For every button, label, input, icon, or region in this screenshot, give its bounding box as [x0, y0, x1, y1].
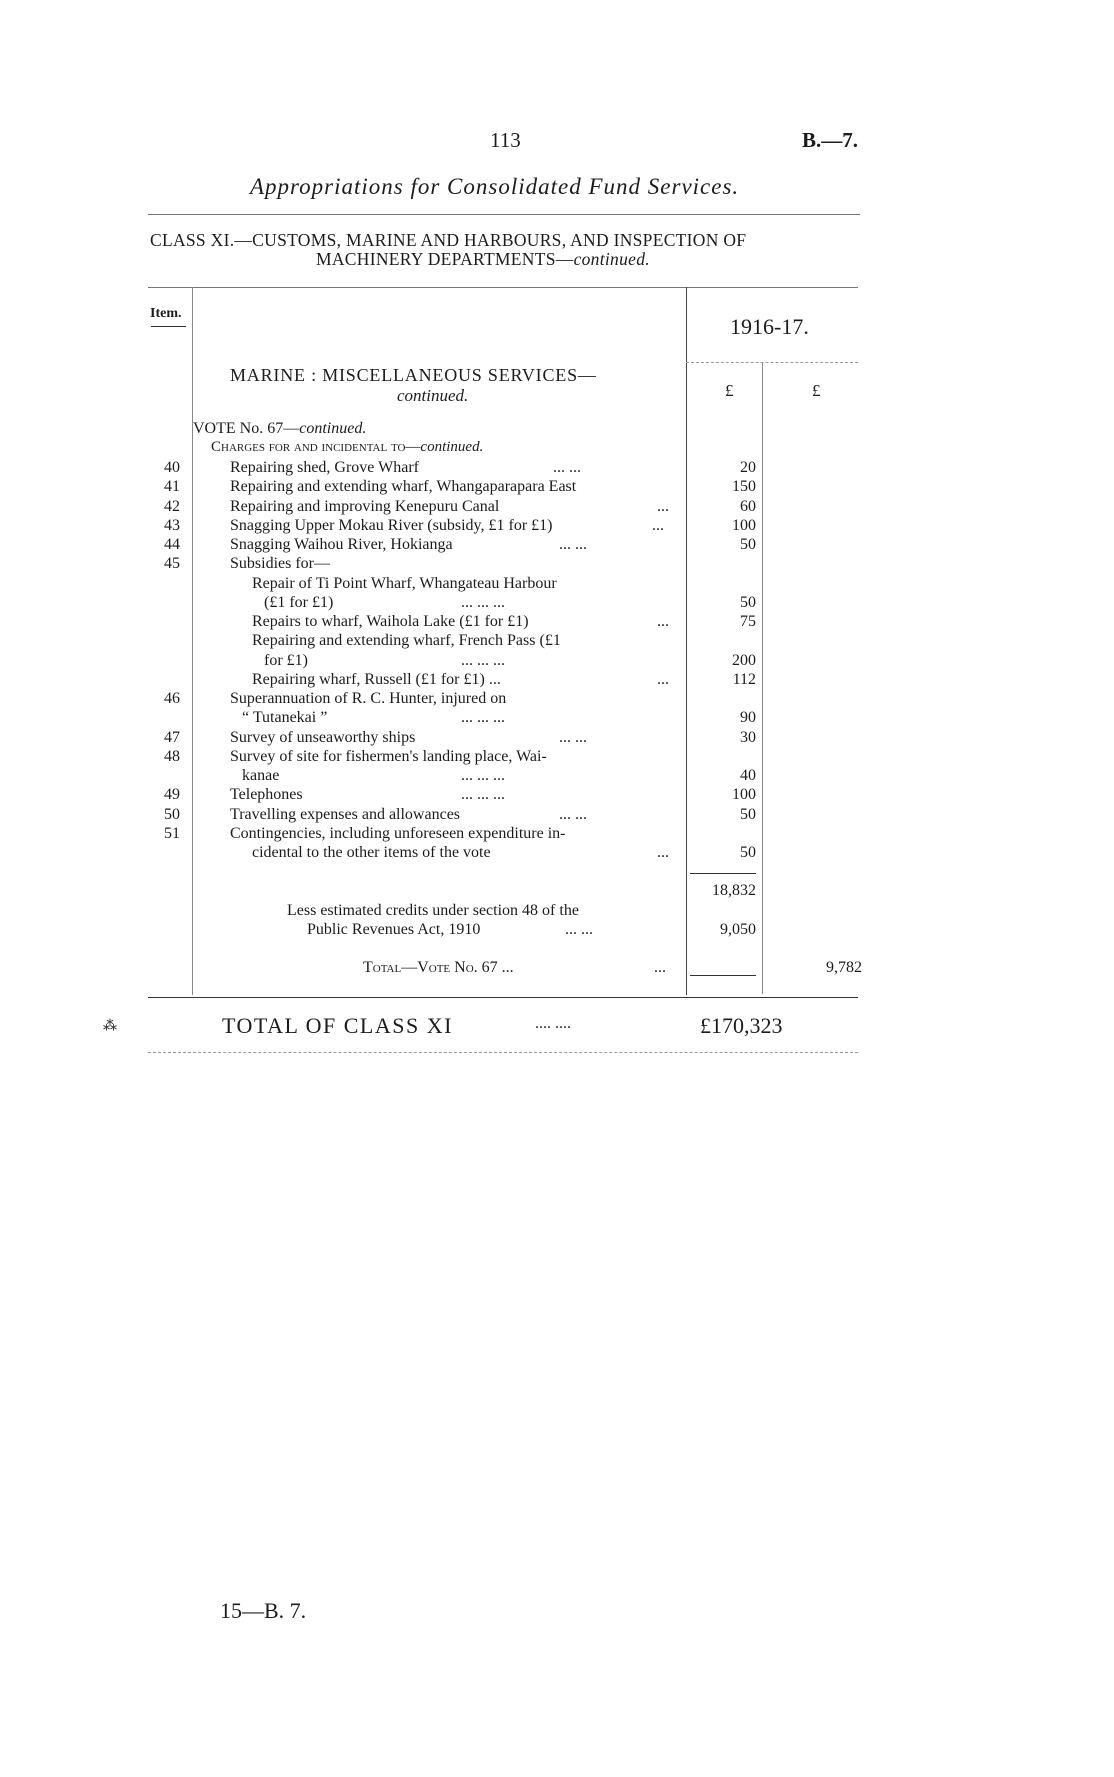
item-description: Survey of site for fishermen's landing place, Wai- — [230, 747, 547, 765]
table-row — [0, 766, 1114, 785]
item-description: Snagging Upper Mokau River (subsidy, £1 for £1) — [230, 516, 553, 534]
table-row — [0, 612, 1114, 631]
table-row — [0, 708, 1114, 727]
item-description: Repairing and extending wharf, French Pass (£1 — [252, 632, 561, 650]
vote-total-label: Total—Vote No. 67 ... — [363, 959, 514, 976]
table-row — [0, 535, 1114, 554]
item-description: Travelling expenses and allowances — [230, 805, 461, 823]
item-description: Survey of unseaworthy ships — [230, 728, 416, 746]
item-amount: 100 — [732, 786, 756, 804]
leader-dots: ... — [657, 844, 669, 861]
vote-total-rule — [690, 975, 756, 976]
item-number: 42 — [164, 497, 180, 515]
table-row — [0, 689, 1114, 708]
item-amount: 40 — [740, 767, 756, 784]
item-amount: 30 — [740, 728, 756, 746]
less-credits-line2: Public Revenues Act, 1910 — [307, 921, 481, 938]
charges-heading — [211, 439, 483, 456]
vote-total-dots: ... — [654, 959, 666, 976]
item-number: 44 — [164, 536, 180, 553]
page-code: B.—7. — [802, 128, 859, 152]
item-number: 50 — [164, 805, 180, 823]
section-title: MARINE : MISCELLANEOUS SERVICES— — [230, 365, 597, 385]
page-number: 113 — [490, 128, 521, 152]
leader-dots: ... — [652, 516, 664, 534]
table-row — [0, 477, 1114, 496]
subtotal-amount: 18,832 — [712, 882, 756, 899]
page-title: Appropriations for Consolidated Fund Services. — [250, 174, 740, 199]
item-description: Telephones — [230, 786, 303, 804]
item-description: “ Tutanekai ” — [242, 709, 328, 727]
item-header-rule — [151, 326, 186, 327]
item-number: 46 — [164, 690, 180, 707]
leader-dots: ... — [657, 670, 669, 688]
item-number: 40 — [164, 459, 180, 476]
leader-dots: ... ... ... — [461, 767, 505, 784]
item-description: Subsidies for— — [230, 555, 330, 573]
item-description: Snagging Waihou River, Hokianga — [230, 536, 453, 553]
leader-dots: ... — [657, 613, 669, 630]
item-description: Repairing wharf, Russell (£1 for £1) ... — [252, 670, 501, 688]
item-header: Item. — [150, 306, 182, 321]
table-row — [0, 651, 1114, 670]
item-amount: 60 — [740, 497, 756, 515]
class-total-amount: £170,323 — [700, 1013, 783, 1038]
table-row — [0, 574, 1114, 593]
table-row — [0, 497, 1114, 516]
item-amount: 50 — [740, 536, 756, 553]
vote-italic: continued. — [299, 420, 367, 437]
leader-dots: ... ... ... — [461, 593, 505, 611]
charges-main: Charges for and incidental to— — [211, 439, 421, 455]
item-description: Repair of Ti Point Wharf, Whangateau Harbour — [252, 574, 557, 592]
class-total-dots: .... .... — [535, 1015, 571, 1032]
item-amount: 100 — [732, 516, 756, 534]
leader-dots: ... ... — [559, 728, 587, 746]
class-heading-line2-main: MACHINERY DEPARTMENTS— — [316, 249, 574, 269]
item-description: Contingencies, including unforeseen expenditure in- — [230, 824, 566, 842]
year-under-rule — [686, 362, 858, 363]
item-number: 45 — [164, 555, 180, 573]
table-row — [0, 670, 1114, 689]
leader-dots: ... ... — [553, 459, 581, 476]
item-number: 49 — [164, 786, 180, 804]
table-row — [0, 785, 1114, 804]
table-row — [0, 824, 1114, 843]
less-credits-amount: 9,050 — [720, 921, 756, 938]
table-bottom-rule — [148, 997, 858, 998]
item-amount: 90 — [740, 709, 756, 727]
item-amount: 75 — [740, 613, 756, 630]
table-row — [0, 843, 1114, 862]
item-amount: 50 — [740, 844, 756, 861]
item-description: for £1) — [264, 651, 308, 669]
class-total-rule — [148, 1052, 858, 1053]
table-row — [0, 805, 1114, 824]
table-row — [0, 593, 1114, 612]
leader-dots: ... ... ... — [461, 709, 505, 727]
table-row — [0, 747, 1114, 766]
section-subtitle: continued. — [397, 386, 469, 405]
item-description: cidental to the other items of the vote — [252, 844, 491, 861]
class-total-label: TOTAL OF CLASS XI — [222, 1013, 453, 1038]
item-number: 48 — [164, 747, 180, 765]
table-row — [0, 458, 1114, 477]
year-header: 1916-17. — [730, 314, 809, 339]
item-amount: 20 — [740, 459, 756, 476]
leader-dots: ... — [657, 497, 669, 515]
item-amount: 50 — [740, 593, 756, 611]
item-amount: 50 — [740, 805, 756, 823]
vote-main: VOTE No. 67— — [193, 420, 300, 437]
item-amount: 112 — [732, 670, 756, 688]
class-heading-line1: CLASS XI.—CUSTOMS, MARINE AND HARBOURS, AND INSPECTION OF — [150, 230, 747, 250]
leader-dots: ... ... ... — [461, 786, 505, 804]
footer-signature: 15—B. 7. — [220, 1598, 307, 1623]
leader-dots: ... ... ... — [461, 651, 505, 669]
item-amount: 200 — [732, 651, 756, 669]
currency-col1: £ — [725, 381, 734, 400]
title-rule — [148, 214, 860, 215]
item-description: Repairing and improving Kenepuru Canal — [230, 497, 500, 515]
class-heading-line2-italic: continued. — [573, 249, 650, 269]
item-number: 43 — [164, 516, 180, 534]
table-row — [0, 728, 1114, 747]
currency-col2: £ — [812, 381, 821, 400]
item-number: 51 — [164, 824, 180, 842]
item-description: Repairs to wharf, Waihola Lake (£1 for £1) — [252, 613, 529, 630]
item-number: 47 — [164, 728, 180, 746]
table-top-rule — [148, 287, 858, 288]
leader-dots: ... ... — [559, 805, 587, 823]
class-heading-line2 — [316, 249, 650, 270]
leader-dots: ... ... — [559, 536, 587, 553]
less-credits-line1: Less estimated credits under section 48 of the — [287, 902, 579, 919]
table-row — [0, 554, 1114, 573]
table-row — [0, 631, 1114, 650]
item-description: Superannuation of R. C. Hunter, injured on — [230, 690, 507, 707]
vote-heading — [193, 420, 366, 438]
item-description: (£1 for £1) — [264, 593, 334, 611]
item-amount: 150 — [732, 478, 756, 496]
less-credits-dots: ... ... — [565, 921, 593, 938]
item-description: Repairing shed, Grove Wharf — [230, 459, 419, 476]
charges-italic: continued. — [420, 439, 484, 455]
item-description: Repairing and extending wharf, Whangaparapara East — [230, 478, 577, 496]
item-description: kanae — [242, 767, 280, 784]
class-total-mark: ⁂ — [103, 1019, 117, 1034]
item-number: 41 — [164, 478, 180, 496]
table-row — [0, 516, 1114, 535]
subtotal-rule — [690, 873, 756, 874]
vote-total-amount: 9,782 — [826, 959, 862, 976]
